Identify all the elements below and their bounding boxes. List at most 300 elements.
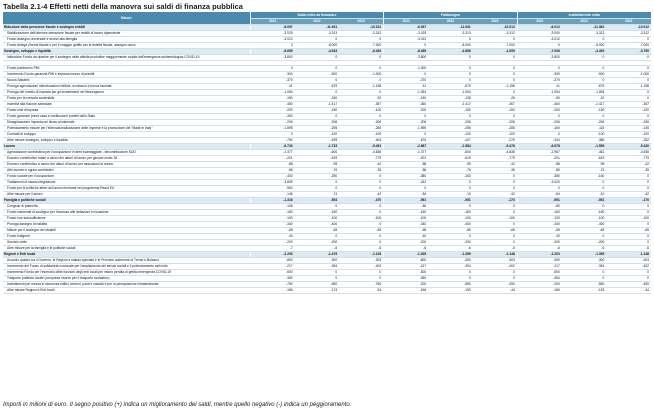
cell-value: -206 [339,120,384,126]
cell-value: -3.312 [473,31,518,37]
cell-value: 0 [517,132,562,138]
cell-value: 0 [473,276,518,282]
cell-value: -340 [517,222,562,228]
cell-value: -6.097 [384,25,429,31]
cell-value: 0 [562,234,607,240]
cell-value: -10.012 [606,25,651,31]
cell-value: -354 [562,264,607,270]
cell-value: -1.205 [384,252,429,258]
cell-value: -8.659 [250,49,295,55]
cell-value: -1.584 [428,144,473,150]
cell-value: -679 [295,84,340,90]
cell-value: -350 [384,276,429,282]
cell-value: -8.000 [428,43,473,49]
cell-value: -206 [606,120,651,126]
row-label: Incremento del Fondo di solidarietà comunale per l'ampliamento dei servizi sociali e il potenziamento asili nido [3,264,250,270]
cell-value: 0 [473,186,518,192]
cell-value: -6 [517,246,562,252]
row-label: Altre misure per la famiglia e le politiche sociali [3,246,250,252]
cell-value: 0 [562,270,607,276]
cell-value: -160 [384,210,429,216]
year-header: 2021 [517,19,562,25]
cell-value: -1.126 [339,252,384,258]
cell-value: -65 [473,228,518,234]
cell-value: -163 [428,174,473,180]
cell-value: 0 [339,204,384,210]
cell-value: -42 [606,192,651,198]
row-label: Misure per il sostegno dei disabili [3,228,250,234]
row-label: Altre misure Regioni e Enti locali [3,288,250,294]
cell-value: -100 [606,132,651,138]
cell-value: -3.805 [250,180,295,186]
cell-value: -6.097 [250,25,295,31]
effects-table [3,12,651,294]
cell-value: -160 [517,210,562,216]
cell-value: -1.479 [295,252,340,258]
cell-value: 0 [339,270,384,276]
cell-value: 0 [473,234,518,240]
cell-value: -100 [606,216,651,222]
cell-value: -65 [295,228,340,234]
cell-value: 0 [295,114,340,120]
row-label: Fondo garanzie prima casa e costituzione prestiti dallo Stato [3,114,250,120]
cell-value: -6 [428,246,473,252]
cell-value: -20 [339,96,384,102]
cell-value: -1.054 [562,90,607,96]
cell-value: -550 [428,282,473,288]
cell-value: -193 [428,288,473,294]
cell-value: -619 [428,156,473,162]
cell-value: 0 [339,276,384,282]
cell-value: -65 [339,228,384,234]
cell-value: -6 [562,246,607,252]
cell-value: -460 [517,102,562,108]
cell-value: -80 [384,204,429,210]
cell-value: 0 [473,55,518,61]
cell-value: -6 [339,246,384,252]
cell-value: -160 [428,210,473,216]
row-label: Altri esoneri e sgravi contributivi [3,168,250,174]
cell-value: -65 [428,228,473,234]
cell-value: 41 [517,84,562,90]
row-label: Trasporto pubblico locale (compresa risorse per il trasporto scolastico) [3,276,250,282]
cell-value: -10.012 [339,25,384,31]
cell-value: -201 [517,156,562,162]
cell-value: -3.012 [250,37,295,43]
cell-value: -400 [428,222,473,228]
cell-value: -499 [295,138,340,144]
cell-value: -370 [250,78,295,84]
cell-value: -100 [339,216,384,222]
cell-value: -500 [295,72,340,78]
cell-value: 0 [517,66,562,72]
cell-value: -1.895 [250,126,295,132]
cell-value: -800 [250,258,295,264]
cell-value: 0 [606,66,651,72]
cell-value: 0 [428,66,473,72]
cell-value: -160 [517,126,562,132]
row-label: Proroga del credito di imposta per gli investimenti nel Mezzogiorno [3,90,250,96]
cell-value: 0 [562,37,607,43]
cell-value: -1.377 [250,150,295,156]
cell-value: 0 [428,78,473,84]
row-label: Servizio civile [3,240,250,246]
cell-value: -3.000 [517,31,562,37]
cell-value: -550 [562,282,607,288]
cell-value: -170 [473,198,518,204]
cell-value: -800 [384,258,429,264]
cell-value: -1.198 [606,84,651,90]
cell-value: -1.377 [384,150,429,156]
cell-value: -206 [384,120,429,126]
cell-value: -367 [339,102,384,108]
cell-value: -200 [295,240,340,246]
cell-value: -7.000 [606,43,651,49]
cell-value: -344 [517,138,562,144]
cell-value: 0 [295,234,340,240]
cell-value: 0 [606,210,651,216]
cell-value: -88 [250,162,295,168]
row-label: Fondo patrimonio PMI [3,66,250,72]
cell-value: -145 [606,126,651,132]
cell-value: 0 [473,270,518,276]
cell-value: -200 [384,108,429,114]
year-header: 2023 [606,19,651,25]
cell-value: -1.000 [339,72,384,78]
cell-value: -400 [250,174,295,180]
cell-value: 0 [473,66,518,72]
cell-value: -40 [517,234,562,240]
row-label: Incremento Fondo garanzia PMI e impresa mezzo di prestiti [3,72,250,78]
cell-value: 0 [295,276,340,282]
cell-value: -42 [473,162,518,168]
measures-header: Misure [3,12,250,25]
cell-value: -201 [384,156,429,162]
cell-value: 0 [473,37,518,43]
cell-value: -300 [517,72,562,78]
cell-value: -3.313 [428,31,473,37]
year-header: 2023 [339,19,384,25]
cell-value: -303 [339,258,384,264]
cell-value: -4.836 [339,150,384,156]
cell-value: 0 [606,204,651,210]
cell-value: -150 [250,96,295,102]
cell-value: -242 [384,180,429,186]
cell-value: -8.000 [295,43,340,49]
cell-value: -2.687 [384,144,429,150]
cell-value: -150 [562,108,607,114]
cell-value: -951 [428,198,473,204]
cell-value: -1.054 [517,90,562,96]
cell-value: -3.790 [606,49,651,55]
cell-value: -500 [517,270,562,276]
cell-value: 0 [606,174,651,180]
cell-value: 0 [339,90,384,96]
cell-value: -300 [250,114,295,120]
cell-value: -3.800 [250,55,295,61]
cell-value: -303 [606,258,651,264]
cell-value: -500 [250,270,295,276]
cell-value: -100 [339,132,384,138]
cell-value: -4.836 [606,150,651,156]
cell-value: -200 [384,240,429,246]
cell-value: -285 [339,126,384,132]
cell-value: -275 [473,138,518,144]
cell-value: 0 [606,240,651,246]
cell-value: -3.012 [517,37,562,43]
row-label: Incremento Fondo per l'esercizio delle funzioni degli enti locali per ristoro perdita di gettito emergenza COVID-19 [3,270,250,276]
cell-value: 0 [384,72,429,78]
cell-value: -217 [384,264,429,270]
cell-value: -50 [517,96,562,102]
cell-value: -255 [295,126,340,132]
cell-value: -20 [562,96,607,102]
cell-value: -500 [562,72,607,78]
cell-value: 0 [384,43,429,49]
cell-value: -350 [250,276,295,282]
cell-value: -340 [250,222,295,228]
cell-value: -6.492 [339,49,384,55]
row-label: Fondo indigenti [3,234,250,240]
row-label: Esonero contributivo a carico dei datori di lavoro per assunzioni di donne [3,162,250,168]
cell-value: -40 [384,234,429,240]
cell-value: 0 [428,186,473,192]
cell-value: -35 [473,168,518,174]
cell-value: -255 [428,126,473,132]
cell-value: 0 [428,204,473,210]
row-label: Nuova Sabatini [3,78,250,84]
cell-value: -86 [250,168,295,174]
cell-value: -6 [473,246,518,252]
cell-value: -217 [250,264,295,270]
cell-value: 0 [473,174,518,180]
cell-value: -217 [517,264,562,270]
cell-value: -160 [562,174,607,180]
cell-value: -166 [517,288,562,294]
cell-value: 0 [295,180,340,186]
cell-value: -350 [517,276,562,282]
cell-value: 0 [473,90,518,96]
cell-value: 0 [250,66,295,72]
cell-value: -3.025 [384,31,429,37]
cell-value: -367 [473,102,518,108]
cell-value: -462 [562,150,607,156]
cell-value: -4.933 [295,49,340,55]
cell-value: 0 [517,43,562,49]
cell-value: -44 [606,288,651,294]
cell-value: -200 [562,240,607,246]
cell-value: -5.491 [339,144,384,150]
cell-value: -4.836 [473,150,518,156]
cell-value: -750 [250,282,295,288]
cell-value: 0 [295,270,340,276]
cell-value: -3.312 [606,31,651,37]
cell-value: -1.198 [339,84,384,90]
cell-value: -1.399 [562,252,607,258]
cell-value: -193 [562,288,607,294]
row-label: Fondo per le politiche attive del lavoro rientranti nel programma React EU [3,186,250,192]
cell-value: -65 [384,228,429,234]
cell-value: 0 [295,186,340,192]
table-row [3,288,651,294]
cell-value: -250 [295,174,340,180]
row-label: Esonero contributivo totale a carico dei datori di lavoro per giovani under 36 [3,156,250,162]
cell-value: -150 [295,108,340,114]
cell-value: -402 [473,264,518,270]
cell-value: -285 [473,126,518,132]
cell-value: 0 [606,114,651,120]
cell-value: 0 [517,114,562,120]
cell-value: -3.800 [384,55,429,61]
cell-value: -303 [473,258,518,264]
year-header: 2022 [562,19,607,25]
row-label: Proroga assegno di natalità [3,222,250,228]
cell-value: -88 [384,162,429,168]
cell-value: -65 [606,228,651,234]
cell-value: -619 [562,156,607,162]
cell-value: 0 [428,37,473,43]
row-label: Accordo quadro tra il Governo, le Regioni a statuto speciale e le Province autonome di Trento e Bolzano [3,258,250,264]
cell-value: -754 [250,138,295,144]
cell-value: -206 [250,120,295,126]
cell-value: -354 [428,264,473,270]
cell-value: -8.000 [562,43,607,49]
cell-value: -404 [339,138,384,144]
cell-value: -6 [606,246,651,252]
cell-value: -201 [250,156,295,162]
cell-value: -200 [384,282,429,288]
cell-value: -166 [250,288,295,294]
cell-value: 0 [473,204,518,210]
row-label: Altre misure sostegno, sviluppo e liquidità [3,138,250,144]
cell-value: 0 [428,72,473,78]
cell-value: -200 [517,108,562,114]
cell-value: 0 [562,186,607,192]
cell-value: -5.430 [606,144,651,150]
cell-value: -1.995 [473,49,518,55]
year-header: 2022 [428,19,473,25]
cell-value: -460 [250,102,295,108]
cell-value: -160 [250,210,295,216]
cell-value: -1.733 [295,144,340,150]
row-label: Fondo per la crescita sostenibile [3,96,250,102]
cell-value: 0 [562,55,607,61]
cell-value: -100 [295,216,340,222]
cell-value: -40 [250,234,295,240]
cell-value: -600 [295,150,340,156]
cell-value: -7.000 [473,43,518,49]
cell-value: 0 [339,174,384,180]
cell-value: -490 [606,282,651,288]
cell-value: -1.417 [562,102,607,108]
cell-value: -99 [428,162,473,168]
cell-value: -100 [384,216,429,222]
year-header: 2021 [250,19,295,25]
cell-value: -3.313 [562,31,607,37]
cell-value: -1.054 [428,90,473,96]
year-header: 2023 [473,19,518,25]
cell-value: -1.595 [384,126,429,132]
cell-value: -954 [295,198,340,204]
cell-value: 0 [606,90,651,96]
cell-value: 0 [384,114,429,120]
cell-value: -11.931 [295,25,340,31]
cell-value: 0 [339,234,384,240]
cell-value: -1.148 [606,252,651,258]
group-header-fabbisogno: Fabbisogno [384,12,518,19]
cell-value: -170 [606,198,651,204]
cell-value: 41 [250,84,295,90]
row-label: Fondo crisi d'impresa [3,108,250,114]
cell-value: -300 [295,258,340,264]
cell-value: -779 [339,156,384,162]
cell-value: 0 [339,180,384,186]
cell-value: 0 [473,180,518,186]
cell-value: -65 [517,228,562,234]
cell-value: 0 [339,66,384,72]
cell-value: -402 [339,264,384,270]
row-label: Famiglia e politiche sociali [3,198,250,204]
cell-value: 0 [295,78,340,84]
cell-value: -10.012 [473,25,518,31]
cell-value: 0 [339,78,384,84]
cell-value: 0 [473,72,518,78]
cell-value: -6.733 [250,144,295,150]
row-label: Fondo sociale per l'occupazione [3,174,250,180]
cell-value: 0 [562,204,607,210]
cell-value: -6 [295,246,340,252]
cell-value: -1.399 [428,252,473,258]
cell-value: -300 [428,258,473,264]
cell-value: 0 [562,66,607,72]
cell-value: -5.476 [473,144,518,150]
cell-value: -100 [473,216,518,222]
cell-value: -10 [562,192,607,198]
cell-value: -74 [295,192,340,198]
cell-value: -460 [384,102,429,108]
cell-value: -206 [295,120,340,126]
cell-value: -1.000 [606,72,651,78]
cell-value: -779 [473,156,518,162]
cell-value: -65 [250,228,295,234]
cell-value: 0 [562,276,607,282]
cell-value: 0 [428,180,473,186]
row-label: Altre misure per il lavoro [3,192,250,198]
cell-value: 0 [250,132,295,138]
cell-value: 0 [517,186,562,192]
cell-value: -1.000 [384,66,429,72]
cell-value: -100 [562,216,607,222]
cell-value: -65 [562,228,607,234]
footnote: Importi in milioni di euro. Il segno positivo (+) indica un miglioramento dei saldi, mentre quello negativo (-) indica un peggioramento. [3,402,352,408]
cell-value: -370 [517,78,562,84]
cell-value: -100 [295,132,340,138]
cell-value: -80 [517,204,562,210]
cell-value: -600 [428,150,473,156]
cell-value: 41 [384,84,429,90]
cell-value: -370 [339,198,384,204]
cell-value: -650 [295,282,340,288]
cell-value: -3.800 [517,55,562,61]
cell-value: -99 [295,162,340,168]
cell-value: -160 [295,210,340,216]
cell-value: -200 [428,240,473,246]
cell-value: -11.361 [562,25,607,31]
cell-value: 0 [250,43,295,49]
cell-value: -84 [517,192,562,198]
cell-value: -400 [562,222,607,228]
row-label: Fondo assegno universale e servizi alla famiglia [3,37,250,43]
